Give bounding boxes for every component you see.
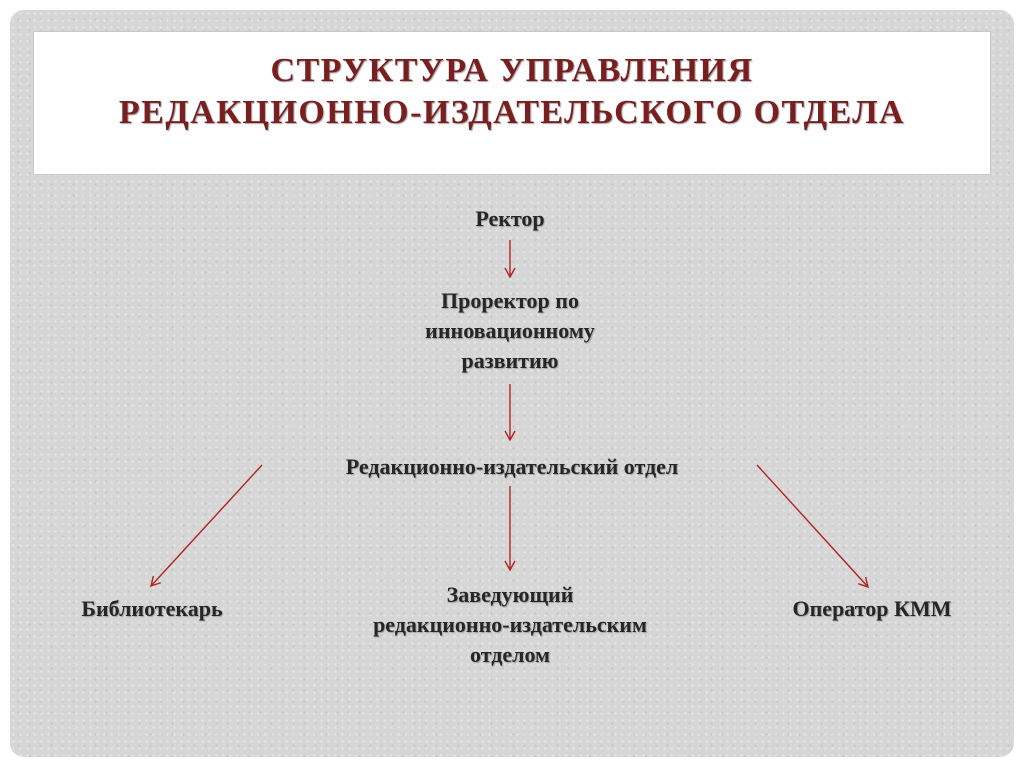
arrow-department-to-librarian <box>151 465 262 586</box>
node-prorector-line-1: Проректор по <box>441 288 579 313</box>
node-prorector-line-3: развитию <box>461 348 559 373</box>
node-department: Редакционно-издательский отдел <box>345 454 679 479</box>
slide-title-line-2: РЕДАКЦИОННО-ИЗДАТЕЛЬСКОГО ОТДЕЛА <box>118 94 906 131</box>
node-prorector <box>360 286 660 376</box>
slide-title-line-1: СТРУКТУРА УПРАВЛЕНИЯ <box>270 52 754 89</box>
node-head-line-2: редакционно-издательским <box>373 612 647 637</box>
node-librarian: Библиотекарь <box>81 596 223 621</box>
node-head-of-department <box>310 580 710 670</box>
node-prorector-line-2: инновационному <box>425 318 595 343</box>
node-operator: Оператор КММ <box>792 596 952 621</box>
arrow-department-to-operator <box>757 465 868 587</box>
node-head-line-3: отделом <box>469 642 551 667</box>
node-rector: Ректор <box>475 206 545 231</box>
node-head-line-1: Заведующий <box>446 582 574 607</box>
